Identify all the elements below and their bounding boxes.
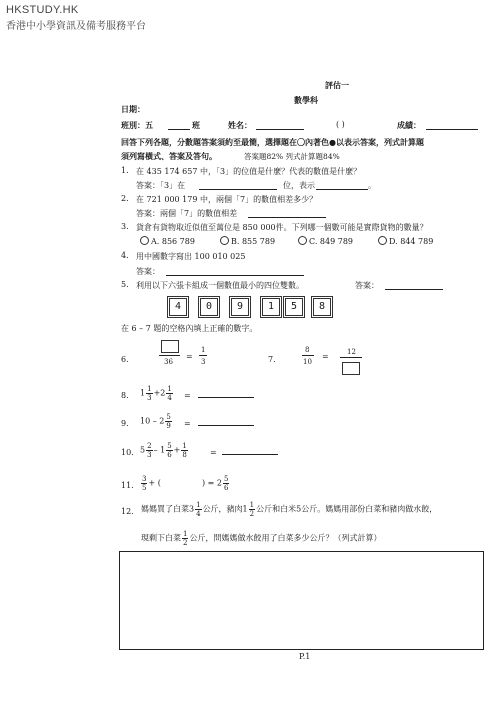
score-label: 成績： <box>397 120 421 130</box>
q1-text: 在 435 174 657 中，「3」的位值是什麼？代表的數值是什麼？ <box>136 167 362 176</box>
q6-right-denominator: 3 <box>201 358 206 366</box>
fraction: $\frac{1}{4}$ <box>196 501 201 518</box>
digit-card: 9 <box>229 296 251 318</box>
q5-number: 5. <box>121 280 129 289</box>
q3-text: 貨倉有貨物取近似值至萬位是 850 000件。下列哪一個數可能是實際貨物的數量？ <box>136 223 428 232</box>
fraction: $\frac{1}{3}$ <box>147 385 152 402</box>
q8-number: 8. <box>121 391 129 400</box>
class-blank[interactable] <box>168 120 190 130</box>
radio-circle-icon[interactable] <box>298 236 307 245</box>
q1-place-blank[interactable] <box>199 180 277 190</box>
q2-answer-blank[interactable] <box>248 208 326 218</box>
instructions-line2: 須列寫橫式、答案及答句。 <box>121 151 217 161</box>
radio-circle-icon[interactable] <box>378 236 387 245</box>
assessment-title: 評估一 <box>325 80 349 90</box>
q1-value-blank[interactable] <box>316 180 368 190</box>
radio-circle-icon[interactable] <box>220 236 229 245</box>
q8-expression: 1 $\frac{1}{3}$ +2 $\frac{1}{4}$ <box>140 385 172 402</box>
q4-answer-blank[interactable] <box>166 266 304 276</box>
q3-number: 3. <box>121 222 129 231</box>
q6-number: 6. <box>121 355 129 364</box>
q6-numerator-box[interactable] <box>161 340 179 353</box>
q8-equals: = <box>184 391 191 400</box>
q9-answer-blank[interactable] <box>198 425 254 426</box>
q9-expression: 10 – 2 $\frac{5}{9}$ <box>140 413 171 430</box>
q7-number: 7. <box>268 355 276 364</box>
fraction: $\frac{5}{6}$ <box>224 475 229 492</box>
q1-answer-end: 。 <box>368 181 376 190</box>
q6-fraction-bar <box>159 355 180 356</box>
name-blank[interactable] <box>256 120 304 130</box>
q12-line1: 媽媽買了白菜3 $\frac{1}{4}$ 公斤，豬肉1 $\frac{1}{2}$ 公斤和白米5公斤。媽媽用部份白菜和豬肉做水餃， <box>141 501 438 518</box>
q4-answer-prefix: 答案： <box>136 267 160 276</box>
q3-option-c[interactable]: C. 849 789 <box>298 236 353 246</box>
q7-equals: = <box>322 352 329 361</box>
q7-left-bar <box>302 355 314 356</box>
q6-right-numerator: 1 <box>201 346 206 354</box>
q9-number: 9. <box>121 419 129 428</box>
q7-right-numerator: 12 <box>347 348 356 356</box>
q11-result: ) = 2 $\frac{5}{6}$ <box>202 475 229 492</box>
q10-answer-blank[interactable] <box>222 454 278 455</box>
digit-card: 5 <box>283 296 305 318</box>
q3-option-d[interactable]: D. 844 789 <box>378 236 433 246</box>
q7-right-bar <box>340 357 362 358</box>
page-number: P.1 <box>299 652 311 661</box>
class-label: 班別：五 <box>121 120 153 130</box>
date-label: 日期： <box>121 104 145 114</box>
q1-answer-mid: 位，表示 <box>283 181 315 190</box>
q10-expression: 5 $\frac{2}{3}$ – 1 $\frac{5}{6}$ + $\frac{1}{8}$ <box>140 442 187 459</box>
fraction: $\frac{2}{3}$ <box>147 442 152 459</box>
q2-answer-prefix: 答案：兩個「7」的數值相差 <box>136 209 238 218</box>
q6-equals: = <box>186 352 193 361</box>
q3-option-b[interactable]: B. 855 789 <box>220 236 275 246</box>
instructions-line1: 回答下列各題，分數題答案須約至最簡，選擇題在〇內著色●以表示答案，列式計算題 <box>121 137 424 147</box>
q1-answer-prefix: 答案：「3」在 <box>136 181 186 190</box>
digit-card: 8 <box>311 296 333 318</box>
fraction: $\frac{3}{5}$ <box>142 475 147 492</box>
q7-left-numerator: 8 <box>305 346 310 354</box>
watermark-tagline: 香港中小學資訊及備考服務平台 <box>6 21 146 32</box>
q12-number: 12. <box>121 507 134 516</box>
name-label: 姓名： <box>228 120 252 130</box>
q6-denominator: 36 <box>164 358 173 366</box>
q7-left-denominator: 10 <box>303 358 312 366</box>
class-number-paren: ( ) <box>336 120 345 129</box>
q11-number: 11. <box>121 481 134 490</box>
subject-title: 數學科 <box>294 95 318 105</box>
q4-number: 4. <box>121 251 129 260</box>
q2-text: 在 721 000 179 中，兩個「7」的數值相差多少？ <box>136 195 318 204</box>
q10-number: 10. <box>121 448 134 457</box>
fraction: $\frac{1}{4}$ <box>167 385 172 402</box>
q12-working-box[interactable] <box>119 551 484 650</box>
fraction: $\frac{5}{9}$ <box>166 413 171 430</box>
q7-denominator-box[interactable] <box>342 362 360 375</box>
q8-answer-blank[interactable] <box>198 397 254 398</box>
instructions-marks: 答案題82% 列式計算題84% <box>244 152 340 161</box>
fill-intro: 在 6 – 7 題的空格內填上正確的數字。 <box>121 324 258 333</box>
fraction: $\frac{5}{6}$ <box>167 442 172 459</box>
score-blank[interactable] <box>426 120 478 130</box>
watermark-brand: HKSTUDY.HK <box>6 4 79 16</box>
q2-number: 2. <box>121 194 129 203</box>
q11-answer-space[interactable] <box>163 480 199 488</box>
digit-card: 4 <box>167 296 189 318</box>
q10-equals: = <box>210 448 217 457</box>
q6-right-bar <box>199 355 207 356</box>
digit-card: 0 <box>198 296 220 318</box>
q1-number: 1. <box>121 166 129 175</box>
q11-expression: $\frac{3}{5}$ + ( <box>142 475 161 492</box>
radio-circle-icon[interactable] <box>140 236 149 245</box>
q12-line2: 現剩下白菜 $\frac{1}{2}$ 公斤，問媽媽做水餃用了白菜多少公斤？（列式計算） <box>141 530 382 547</box>
fraction: $\frac{1}{8}$ <box>182 442 187 459</box>
q5-answer-prefix: 答案： <box>355 281 379 290</box>
fraction: $\frac{1}{2}$ <box>249 501 255 518</box>
q9-equals: = <box>184 419 191 428</box>
q5-text: 利用以下六張卡組成一個數值最小的四位雙數。 <box>136 281 304 290</box>
q5-answer-blank[interactable] <box>385 280 443 290</box>
q4-text: 用中國數字寫出 100 010 025 <box>136 252 246 261</box>
digit-card: 1 <box>260 296 282 318</box>
class-suffix: 班 <box>192 120 200 130</box>
fraction: $\frac{1}{2}$ <box>183 530 188 547</box>
q3-option-a[interactable]: A. 856 789 <box>140 236 195 246</box>
